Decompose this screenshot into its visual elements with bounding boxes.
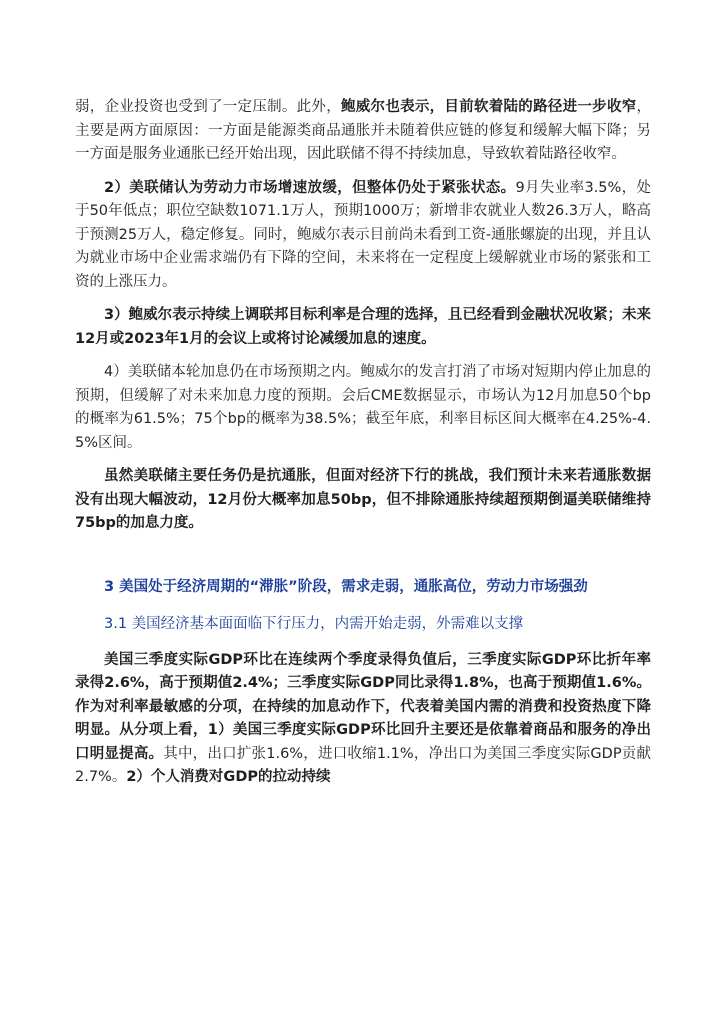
section-heading-3: 3 美国处于经济周期的“滞胀”阶段，需求走弱，通胀高位，劳动力市场强劲	[104, 578, 588, 595]
paragraph-soft-landing: 弱，企业投资也受到了一定压制。此外，鲍威尔也表示，目前软着陆的路径进一步收窄，主要是两方面原因：一方面是能源类商品通胀并未随着供应链的修复和缓解大幅下降；另一方面是服务业通胀已经开始出现，因此联储不得不持续加息，导致软着陆路径收窄。	[75, 99, 652, 162]
section-heading-3-1: 3.1 美国经济基本面面临下行压力，内需开始走弱，外需难以支撑	[104, 616, 524, 632]
paragraph-gdp: 美国三季度实际GDP环比在连续两个季度录得负值后，三季度实际GDP环比折年率录得2.6%，高于预期值2.4%；三季度实际GDP同比录得1.8%，也高于预期值1.6%。作为对利率最敏感的分项，在持续的加息动作下，代表着美国内需的消费和投资热度下降明显。从分项上看，1）美国三季度实际GDP环比回升主要还是依靠着商品和服务的净出口明显提高。其中，出口扩张1.6%，进口收缩1.1%，净出口为美国三季度实际GDP贡献2.7%。2）个人消费对GDP的拉动持续	[75, 651, 651, 785]
paragraph-rate-hike-pace: 3）鲍威尔表示持续上调联邦目标利率是合理的选择，且已经看到金融状况收紧；未来12月或2023年1月的会议上或将讨论减缓加息的速度。	[75, 307, 651, 347]
document-page	[75, 96, 651, 790]
paragraph-market-expectation: 4）美联储本轮加息仍在市场预期之内。鲍威尔的发言打消了市场对短期内停止加息的预期，但缓解了对未来加息力度的预期。会后CME数据显示，市场认为12月加息50个bp的概率为61.5%；75个bp的概率为38.5%；截至年底，利率目标区间大概率在4.25%-4.5%区间。	[75, 364, 651, 451]
paragraph-forecast: 虽然美联储主要任务仍是抗通胀，但面对经济下行的挑战，我们预计未来若通胀数据没有出现大幅波动，12月份大概率加息50bp，但不排除通胀持续超预期倒逼美联储维持75bp的加息力度。	[75, 468, 651, 531]
paragraph-labor-market: 2）美联储认为劳动力市场增速放缓，但整体仍处于紧张状态。9月失业率3.5%，处于50年低点；职位空缺数1071.1万人，预期1000万；新增非农就业人数26.3万人，略高于预测25万人，稳定修复。同时，鲍威尔表示目前尚未看到工资-通胀螺旋的出现，并且认为就业市场中企业需求端仍有下降的空间，未来将在一定程度上缓解就业市场的紧张和工资的上涨压力。	[75, 179, 651, 290]
